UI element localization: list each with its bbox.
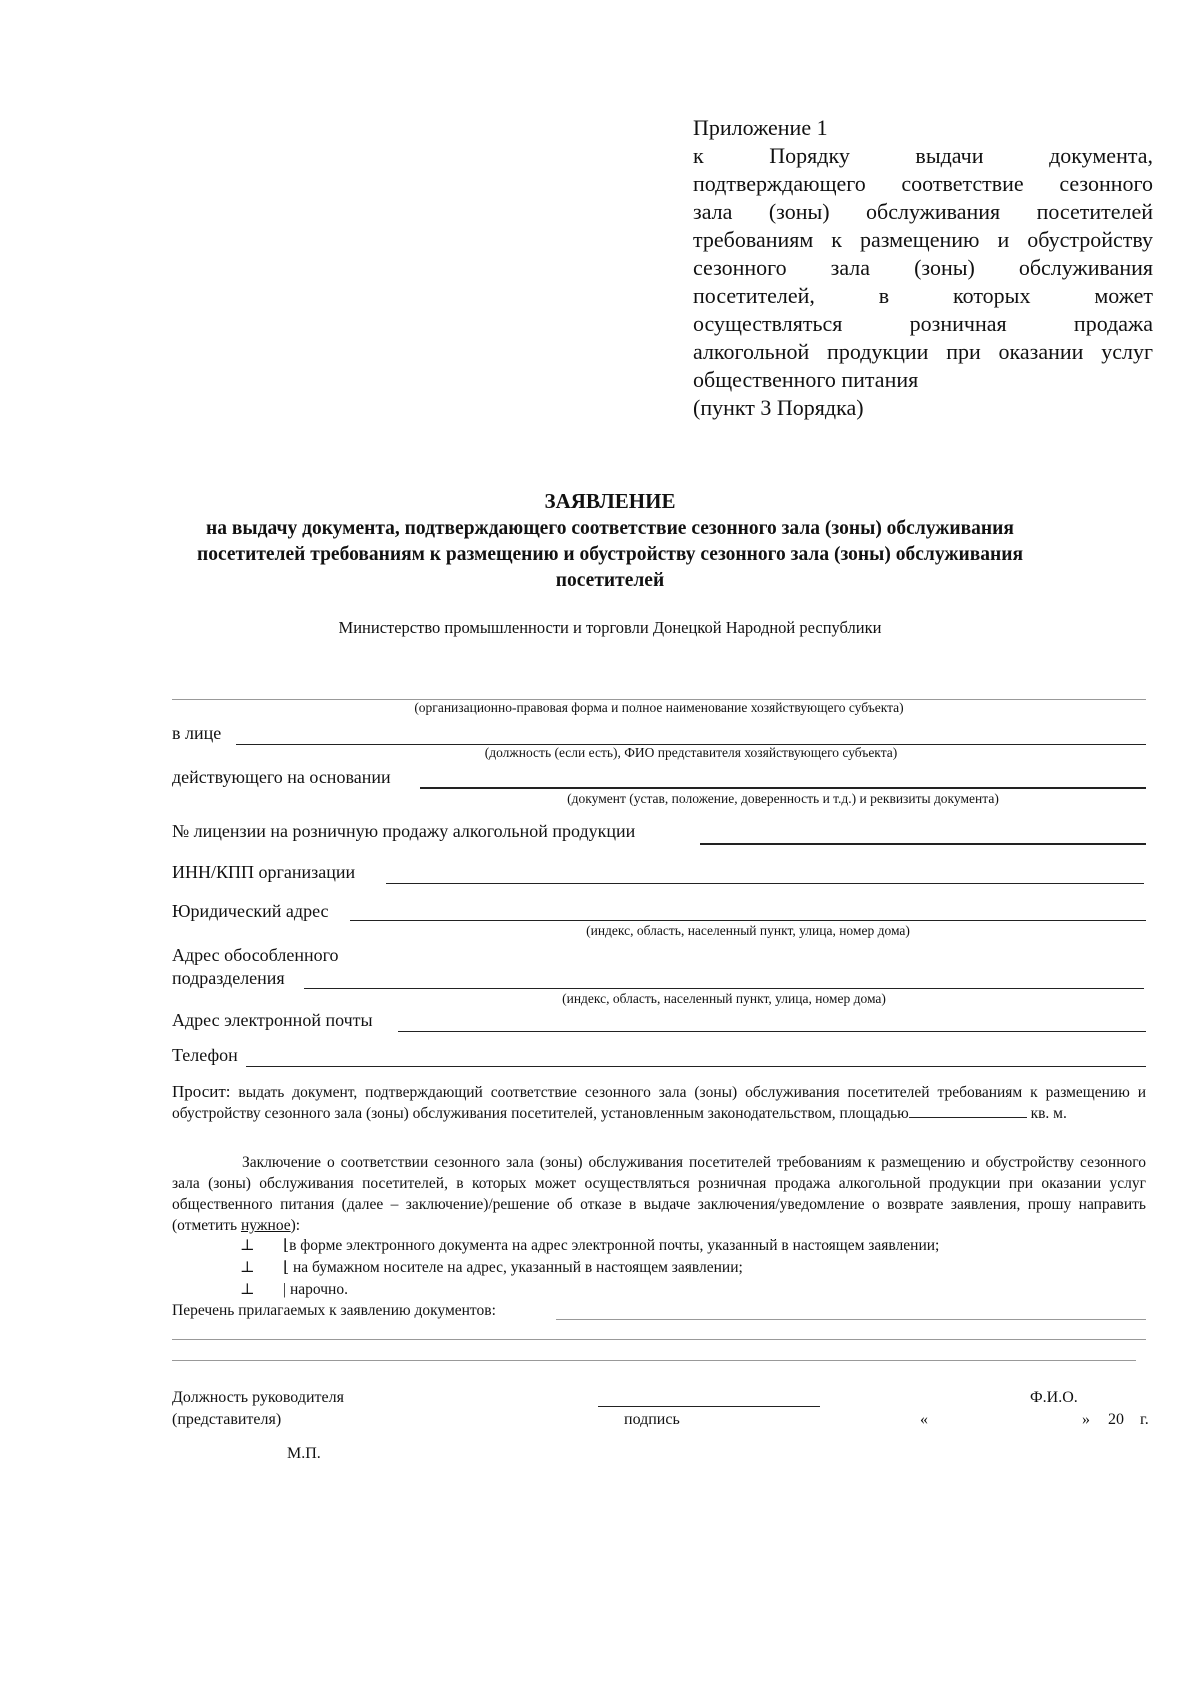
documents-field[interactable]	[172, 1360, 1136, 1361]
basis-field[interactable]	[420, 787, 1146, 789]
needed-word: нужное	[240, 1217, 291, 1234]
phone-label: Телефон	[172, 1045, 238, 1065]
request-text: выдать документ, подтверждающий соответствие сезонного зала (зоны) обслуживания посетителей требованиям к размещению и обустройству сезонного зала (зоны) обслуживания посетителей, установленным законодательством, площадью	[172, 1084, 1146, 1122]
option-label: на бумажном носителе на адрес, указанный в настоящем заявлении;	[292, 1259, 743, 1276]
legal-address-field[interactable]	[350, 920, 1146, 921]
documents-label: Перечень прилагаемых к заявлению документов:	[172, 1302, 496, 1319]
documents-field[interactable]	[556, 1319, 1146, 1320]
appendix-block	[693, 114, 1153, 422]
area-field[interactable]	[909, 1103, 1027, 1118]
license-label: № лицензии на розничную продажу алкогольной продукции	[172, 821, 636, 841]
appendix-line: зала (зоны) обслуживания посетителей	[693, 199, 1153, 224]
branch-address-field[interactable]	[304, 988, 1144, 989]
date-year: 20	[1108, 1411, 1124, 1428]
appendix-line: посетителей, в которых может	[693, 283, 1153, 308]
license-field[interactable]	[700, 843, 1146, 845]
request-prefix: Просит:	[172, 1082, 231, 1101]
documents-field[interactable]	[172, 1339, 1146, 1340]
legal-address-label: Юридический адрес	[172, 901, 329, 921]
checkbox-icon[interactable]: ⊥	[240, 1259, 255, 1276]
option-email[interactable]: ⊥ ⌊в форме электронного документа на адрес электронной почты, указанный в настоящем заявлении;	[240, 1237, 940, 1254]
inn-label: ИНН/КПП организации	[172, 862, 356, 882]
position-label: (представителя)	[172, 1411, 282, 1428]
branch-address-label: Адрес обособленного	[172, 945, 339, 965]
option-paper[interactable]: ⊥ ⌊ на бумажном носителе на адрес, указанный в настоящем заявлении;	[240, 1259, 743, 1276]
option-courier[interactable]: ⊥ | нарочно.	[240, 1281, 348, 1298]
appendix-line: алкогольной продукции при оказании услуг	[693, 339, 1153, 364]
ministry-name: Министерство промышленности и торговли Донецкой Народной республики	[338, 618, 882, 637]
option-label: нарочно.	[289, 1281, 348, 1298]
appendix-line: к Порядку выдачи документа,	[693, 143, 1153, 168]
appendix-line: общественного питания	[693, 367, 919, 392]
position-label: Должность руководителя	[172, 1389, 344, 1406]
conclusion-paragraph	[172, 1152, 1146, 1236]
document-subtitle: на выдачу документа, подтверждающего соответствие сезонного зала (зоны) обслуживания посетителей требованиям к размещению и обустройству сезонного зала (зоны) обслуживания посетителей	[196, 518, 1024, 591]
email-label: Адрес электронной почты	[172, 1010, 373, 1030]
appendix-line: сезонного зала (зоны) обслуживания	[693, 255, 1153, 280]
appendix-line: подтверждающего соответствие сезонного	[693, 171, 1153, 196]
basis-hint: (документ (устав, положение, доверенность и т.д.) и реквизиты документа)	[567, 791, 999, 806]
conclusion-end: ):	[290, 1217, 301, 1234]
appendix-line: требованиям к размещению и обустройству	[693, 227, 1153, 252]
appendix-line: осуществляться розничная продажа	[693, 311, 1153, 336]
email-field[interactable]	[398, 1031, 1146, 1032]
signature-field[interactable]	[598, 1406, 820, 1407]
branch-address-label: подразделения	[172, 968, 285, 988]
appendix-point: (пункт 3 Порядка)	[693, 395, 864, 420]
legal-address-hint: (индекс, область, населенный пункт, улица, номер дома)	[586, 923, 910, 938]
branch-address-hint: (индекс, область, населенный пункт, улица, номер дома)	[562, 991, 886, 1006]
signature-label: подпись	[624, 1411, 680, 1428]
basis-label: действующего на основании	[172, 767, 391, 787]
in-person-hint: (должность (если есть), ФИО представителя хозяйствующего субъекта)	[484, 745, 898, 760]
fio-label: Ф.И.О.	[1030, 1389, 1078, 1406]
option-label: в форме электронного документа на адрес электронной почты, указанный в настоящем заявлении;	[289, 1237, 940, 1254]
org-name-hint: (организационно-правовая форма и полное наименование хозяйствующего субъекта)	[414, 700, 904, 715]
appendix-title: Приложение 1	[693, 115, 828, 140]
date-year-suffix: г.	[1140, 1411, 1149, 1428]
request-paragraph	[172, 1081, 1146, 1124]
inn-field[interactable]	[386, 883, 1144, 884]
stamp-label: М.П.	[287, 1445, 321, 1462]
in-person-label: в лице	[172, 723, 222, 743]
checkbox-icon[interactable]: ⊥	[240, 1237, 255, 1254]
checkbox-icon[interactable]: ⊥	[240, 1281, 255, 1298]
phone-field[interactable]	[246, 1066, 1146, 1067]
date-close-quote: »	[1082, 1411, 1090, 1428]
area-unit: кв. м.	[1030, 1105, 1067, 1122]
conclusion-text: Заключение о соответствии сезонного зала (зоны) обслуживания посетителей требованиям к размещению и обустройству сезонного зала (зоны) обслуживания посетителей, в которых может осуществляться розничная продажа алкогольной продукции при оказании услуг общественного питания (далее – заключение)/решение об отказе в выдаче заключения/уведомление о возврате заявления, прошу направить (отметить	[172, 1154, 1146, 1234]
document-title: ЗАЯВЛЕНИЕ	[544, 489, 676, 513]
date-open-quote: «	[920, 1411, 928, 1428]
